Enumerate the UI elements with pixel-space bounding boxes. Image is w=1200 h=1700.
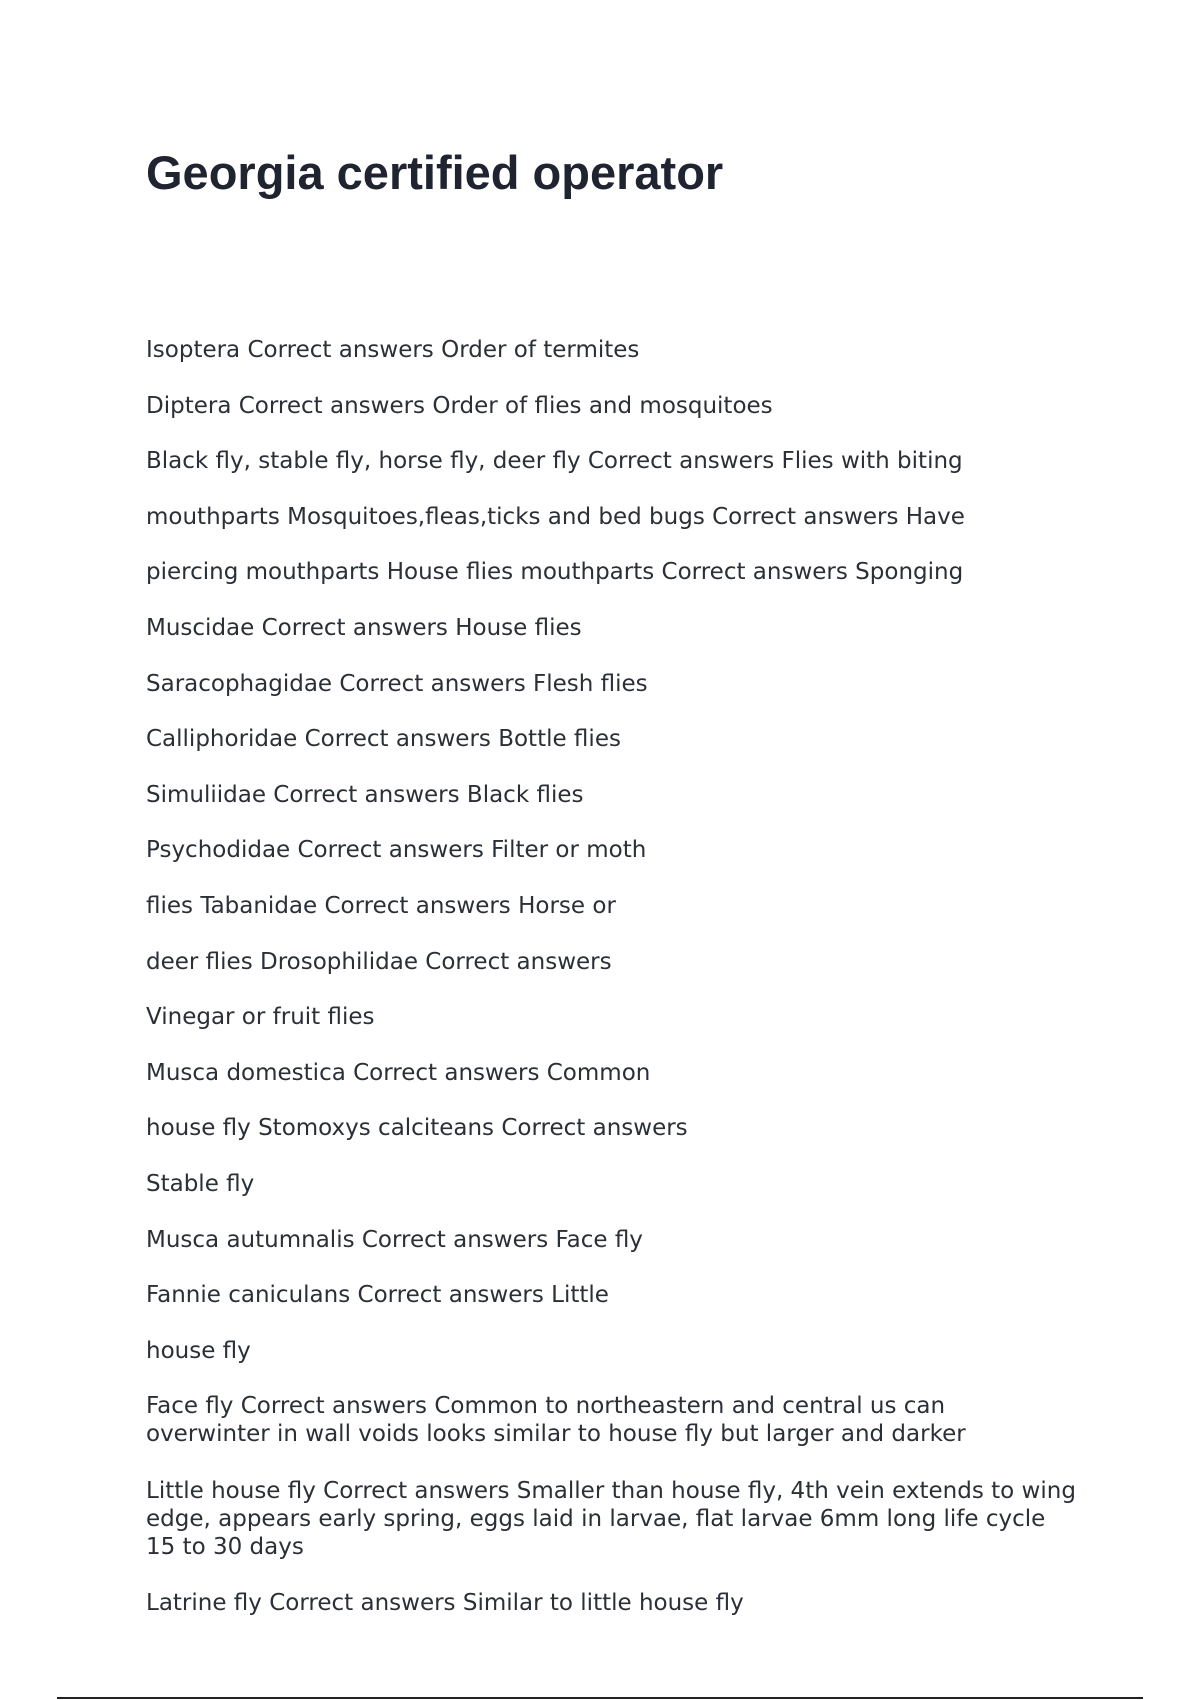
text-line: Fannie caniculans Correct answers Little (146, 1282, 609, 1309)
text-line: deer flies Drosophilidae Correct answers (146, 948, 612, 975)
latrine-fly-paragraph: Latrine fly Correct answers Similar to little house fly (146, 1590, 744, 1617)
text-line: Isoptera Correct answers Order of termites (146, 337, 640, 363)
footer-divider (57, 1697, 1143, 1699)
text-line: flies Tabanidae Correct answers Horse or (146, 892, 616, 919)
text-line: Calliphoridae Correct answers Bottle flies (146, 726, 621, 753)
text-line: house fly Stomoxys calciteans Correct answers (146, 1115, 688, 1142)
text-line: Musca domestica Correct answers Common (146, 1059, 651, 1086)
text-line: Saracophagidae Correct answers Flesh flies (146, 670, 648, 697)
text-line: piercing mouthparts House flies mouthparts Correct answers Sponging (146, 559, 964, 586)
face-fly-paragraph: Face fly Correct answers Common to northeastern and central us can overwinter in wall voids looks similar to house fly but larger and darker (146, 1393, 966, 1448)
text-line: Diptera Correct answers Order of flies and mosquitoes (146, 392, 773, 419)
page-title: Georgia certified operator (146, 146, 724, 199)
text-line: Simuliidae Correct answers Black flies (146, 781, 584, 808)
text-line: Psychodidae Correct answers Filter or moth (146, 837, 647, 864)
document-body (146, 336, 1076, 1617)
text-line: Black fly, stable fly, horse fly, deer fly Correct answers Flies with biting (146, 448, 963, 475)
text-line: mouthparts Mosquitoes,fleas,ticks and bed bugs Correct answers Have (146, 503, 965, 530)
text-line: Vinegar or fruit flies (146, 1004, 375, 1031)
qa-line-list (146, 336, 1076, 1365)
text-line: house fly (146, 1337, 251, 1364)
text-line: Musca autumnalis Correct answers Face fly (146, 1226, 643, 1253)
text-line: Stable fly (146, 1170, 255, 1197)
little-house-fly-paragraph: Little house fly Correct answers Smaller than house fly, 4th vein extends to wing edge, appears early spring, eggs laid in larvae, flat larvae 6mm long life cycle 15 to 30 days (146, 1478, 1076, 1561)
text-line: Muscidae Correct answers House flies (146, 614, 582, 641)
